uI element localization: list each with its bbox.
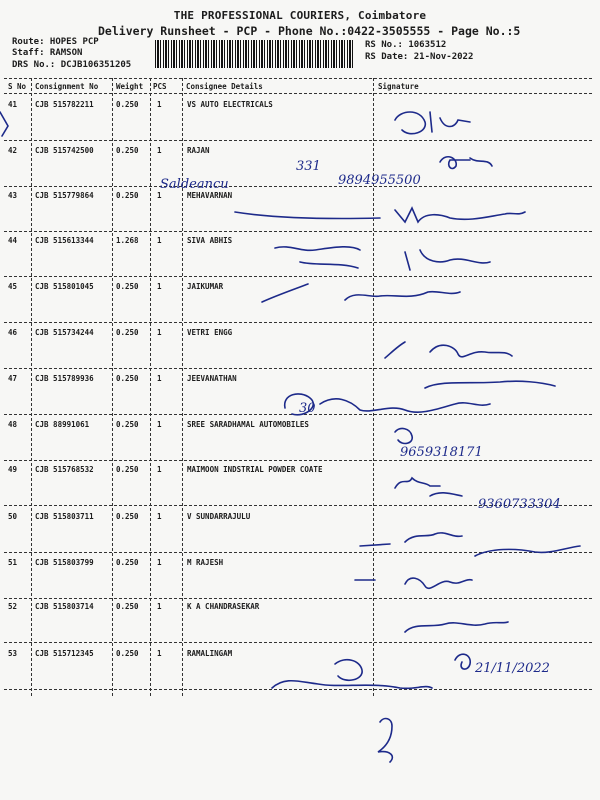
handwritten-number-42: 331 — [296, 159, 321, 174]
row-separator — [4, 414, 592, 415]
row-consignee: JEEVANATHAN — [187, 374, 237, 383]
row-sno: 43 — [8, 191, 18, 200]
row-sno: 51 — [8, 558, 18, 567]
row-separator — [4, 186, 592, 187]
route-label: Route: HOPES PCP — [12, 37, 99, 47]
row-weight: 0.250 — [116, 512, 139, 521]
row-pcs: 1 — [157, 512, 162, 521]
row-pcs: 1 — [157, 282, 162, 291]
row-consignment-no: CJB 515803714 — [35, 602, 94, 611]
company-title: THE PROFESSIONAL COURIERS, Coimbatore — [173, 9, 427, 22]
col-divider — [373, 78, 374, 696]
row-weight: 0.250 — [116, 100, 139, 109]
signature-43b — [235, 212, 380, 219]
row-weight: 0.250 — [116, 374, 139, 383]
handwritten-phone-42: 9894955500 — [338, 173, 421, 188]
row-pcs: 1 — [157, 146, 162, 155]
row-weight: 0.250 — [116, 191, 139, 200]
signature-46 — [385, 342, 405, 358]
header-bottom-rule — [4, 93, 592, 94]
col-divider — [31, 78, 32, 696]
row-separator — [4, 368, 592, 369]
row-weight: 0.250 — [116, 282, 139, 291]
row-pcs: 1 — [157, 465, 162, 474]
row-pcs: 1 — [157, 420, 162, 429]
col-divider — [150, 78, 151, 696]
col-consignment: Consignment No — [35, 82, 99, 91]
row-sno: 50 — [8, 512, 18, 521]
row-weight: 0.250 — [116, 602, 139, 611]
rs-number: RS No.: 1063512 — [365, 40, 447, 50]
handwritten-date-53: 21/11/2022 — [475, 661, 550, 676]
signature-50 — [360, 544, 390, 546]
row-sno: 44 — [8, 236, 18, 245]
signature-45b — [345, 292, 460, 300]
row-consignment-no: CJB 515712345 — [35, 649, 94, 658]
row-separator — [4, 322, 592, 323]
signature-53d — [378, 719, 392, 762]
page-corner-mark — [0, 112, 8, 136]
signature-51b — [405, 578, 472, 588]
row-consignment-no: CJB 515803799 — [35, 558, 94, 567]
signature-44b — [405, 250, 490, 270]
signature-53 — [335, 660, 362, 681]
row-consignee: K A CHANDRASEKAR — [187, 602, 260, 611]
row-pcs: 1 — [157, 236, 162, 245]
runsheet-subtitle: Delivery Runsheet - PCP - Phone No.:0422-3505555 - Page No.:5 — [98, 24, 521, 38]
row-sno: 52 — [8, 602, 18, 611]
row-consignee: VS AUTO ELECTRICALS — [187, 100, 273, 109]
row-separator — [4, 689, 592, 690]
row-consignment-no: CJB 88991061 — [35, 420, 90, 429]
row-weight: 0.250 — [116, 465, 139, 474]
row-consignment-no: CJB 515789936 — [35, 374, 94, 383]
row-separator — [4, 231, 592, 232]
row-consignee: RAMALINGAM — [187, 649, 233, 658]
row-consignee: MAIMOON INDSTRIAL POWDER COATE — [187, 465, 323, 474]
row-pcs: 1 — [157, 328, 162, 337]
row-consignee: MEHAVARNAN — [187, 191, 233, 200]
col-divider — [182, 78, 183, 696]
handwritten-rajan-note: Saldeancu — [160, 177, 229, 192]
row-weight: 0.250 — [116, 558, 139, 567]
row-consignee: V SUNDARRAJULU — [187, 512, 251, 521]
row-weight: 0.250 — [116, 649, 139, 658]
table-top-rule — [4, 78, 592, 79]
col-pcs: PCS — [153, 82, 167, 91]
row-weight: 0.250 — [116, 146, 139, 155]
row-pcs: 1 — [157, 649, 162, 658]
row-sno: 45 — [8, 282, 18, 291]
row-pcs: 1 — [157, 602, 162, 611]
row-separator — [4, 598, 592, 599]
signature-47 — [285, 394, 314, 415]
row-consignee: JAIKUMAR — [187, 282, 224, 291]
signature-45 — [262, 284, 308, 302]
row-sno: 49 — [8, 465, 18, 474]
signature-41 — [395, 112, 470, 134]
row-consignment-no: CJB 515779864 — [35, 191, 94, 200]
signature-52 — [405, 622, 508, 632]
signature-49 — [395, 478, 440, 488]
signature-44 — [275, 247, 360, 268]
row-consignment-no: CJB 515801045 — [35, 282, 94, 291]
row-separator — [4, 460, 592, 461]
col-weight: Weight — [116, 82, 144, 91]
rs-date: RS Date: 21-Nov-2022 — [365, 52, 474, 62]
row-separator — [4, 552, 592, 553]
row-separator — [4, 642, 592, 643]
row-sno: 42 — [8, 146, 18, 155]
row-weight: 0.250 — [116, 420, 139, 429]
row-consignment-no: CJB 515734244 — [35, 328, 94, 337]
row-consignment-no: CJB 515782211 — [35, 100, 94, 109]
row-consignment-no: CJB 515768532 — [35, 465, 94, 474]
row-sno: 46 — [8, 328, 18, 337]
row-consignee: VETRI ENGG — [187, 328, 233, 337]
signature-53b — [272, 681, 432, 689]
handwritten-number-47: 30 — [299, 401, 316, 416]
row-consignment-no: CJB 515613344 — [35, 236, 94, 245]
signature-49b — [430, 493, 462, 496]
row-consignee: M RAJESH — [187, 558, 224, 567]
handwritten-phone-48: 9659318171 — [400, 445, 483, 460]
row-pcs: 1 — [157, 100, 162, 109]
row-consignment-no: CJB 515803711 — [35, 512, 94, 521]
row-consignee: SIVA ABHIS — [187, 236, 233, 245]
signature-43 — [395, 208, 525, 222]
row-consignee: RAJAN — [187, 146, 210, 155]
row-weight: 1.268 — [116, 236, 139, 245]
row-pcs: 1 — [157, 374, 162, 383]
signature-53c — [455, 654, 470, 669]
signature-46b — [430, 345, 512, 357]
row-separator — [4, 276, 592, 277]
handwritten-phone-49: 9360733304 — [478, 497, 561, 512]
staff-label: Staff: RAMSON — [12, 48, 83, 58]
col-consignee: Consignee Details — [186, 82, 263, 91]
row-pcs: 1 — [157, 191, 162, 200]
signature-47c — [425, 381, 555, 388]
signature-48 — [395, 429, 412, 444]
row-consignment-no: CJB 515742500 — [35, 146, 94, 155]
col-divider — [112, 78, 113, 696]
drs-number: DRS No.: DCJB106351205 — [12, 60, 132, 70]
row-sno: 53 — [8, 649, 18, 658]
row-sno: 47 — [8, 374, 18, 383]
signature-42 — [440, 157, 492, 169]
row-separator — [4, 505, 592, 506]
col-signature: Signature — [378, 82, 419, 91]
row-separator — [4, 140, 592, 141]
row-sno: 48 — [8, 420, 18, 429]
row-weight: 0.250 — [116, 328, 139, 337]
row-consignee: SREE SARADHAMAL AUTOMOBILES — [187, 420, 309, 429]
signature-47b — [320, 399, 490, 412]
col-sno: S No — [8, 82, 27, 91]
row-sno: 41 — [8, 100, 18, 109]
row-pcs: 1 — [157, 558, 162, 567]
barcode — [155, 40, 355, 68]
